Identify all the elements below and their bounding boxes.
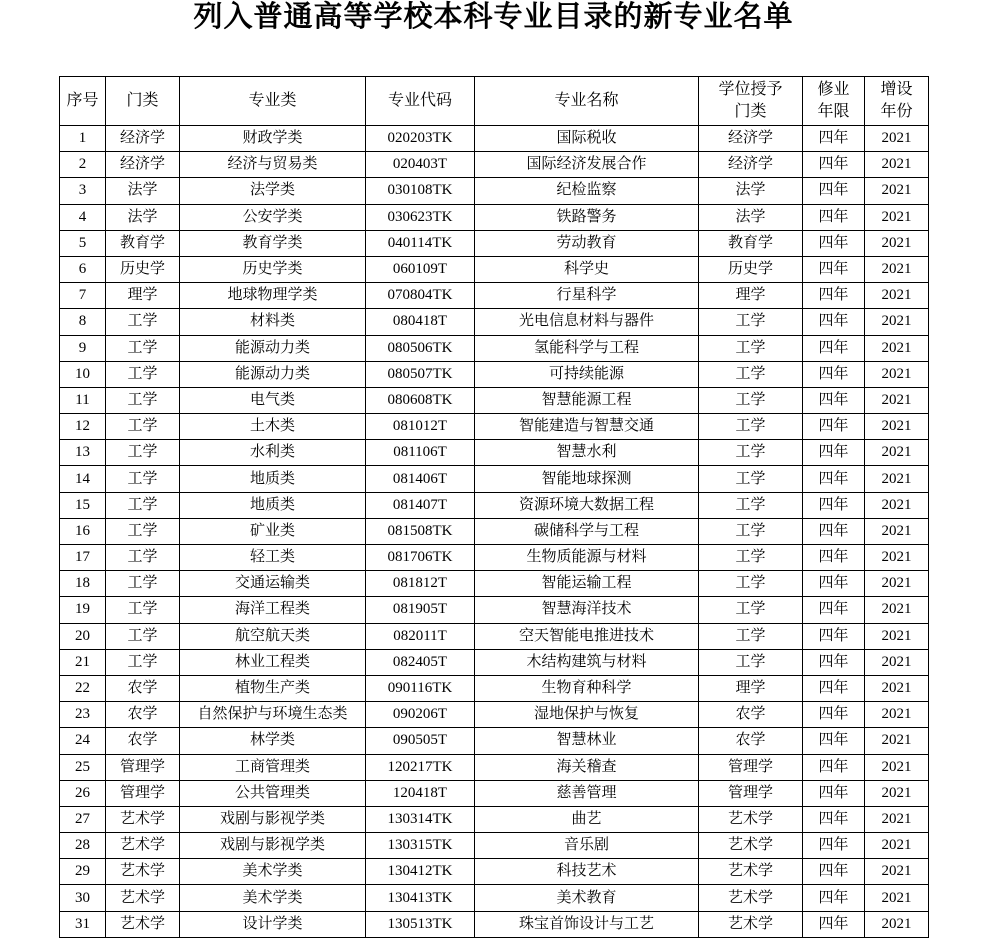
cell-category: 管理学 — [106, 780, 180, 806]
cell-sequence-number: 23 — [60, 702, 106, 728]
cell-major-category: 经济与贸易类 — [180, 152, 366, 178]
column-header-major-category: 专业类 — [180, 77, 366, 126]
column-header-degree-line2: 门类 — [734, 103, 767, 120]
cell-study-years: 四年 — [803, 204, 865, 230]
cell-study-years: 四年 — [803, 623, 865, 649]
cell-major-code: 020203TK — [366, 126, 475, 152]
cell-category: 工学 — [106, 649, 180, 675]
cell-added-year: 2021 — [865, 675, 929, 701]
cell-sequence-number: 4 — [60, 204, 106, 230]
table-row — [60, 885, 929, 911]
cell-degree-category: 理学 — [699, 675, 803, 701]
cell-sequence-number: 15 — [60, 492, 106, 518]
cell-sequence-number: 3 — [60, 178, 106, 204]
table-row — [60, 806, 929, 832]
cell-major-category: 矿业类 — [180, 518, 366, 544]
cell-added-year: 2021 — [865, 806, 929, 832]
cell-major-name: 科学史 — [475, 256, 699, 282]
cell-major-name: 国际经济发展合作 — [475, 152, 699, 178]
cell-study-years: 四年 — [803, 440, 865, 466]
table-row — [60, 126, 929, 152]
cell-category: 工学 — [106, 309, 180, 335]
column-header-added — [865, 77, 929, 126]
cell-added-year: 2021 — [865, 414, 929, 440]
cell-sequence-number: 9 — [60, 335, 106, 361]
table-row — [60, 492, 929, 518]
column-header-category: 门类 — [106, 77, 180, 126]
cell-sequence-number: 25 — [60, 754, 106, 780]
cell-major-category: 教育学类 — [180, 230, 366, 256]
cell-major-category: 戏剧与影视学类 — [180, 833, 366, 859]
cell-category: 经济学 — [106, 126, 180, 152]
cell-sequence-number: 11 — [60, 387, 106, 413]
table-row — [60, 597, 929, 623]
column-header-added-line1: 增设 — [880, 81, 913, 98]
table-body — [60, 126, 929, 938]
cell-added-year: 2021 — [865, 728, 929, 754]
cell-added-year: 2021 — [865, 649, 929, 675]
cell-degree-category: 理学 — [699, 283, 803, 309]
table-row — [60, 702, 929, 728]
cell-major-code: 080418T — [366, 309, 475, 335]
cell-study-years: 四年 — [803, 361, 865, 387]
table-row — [60, 623, 929, 649]
cell-study-years: 四年 — [803, 178, 865, 204]
cell-study-years: 四年 — [803, 728, 865, 754]
cell-added-year: 2021 — [865, 178, 929, 204]
cell-major-category: 法学类 — [180, 178, 366, 204]
cell-category: 工学 — [106, 518, 180, 544]
cell-sequence-number: 28 — [60, 833, 106, 859]
table-row — [60, 649, 929, 675]
cell-major-name: 空天智能电推进技术 — [475, 623, 699, 649]
cell-degree-category: 工学 — [699, 545, 803, 571]
cell-sequence-number: 21 — [60, 649, 106, 675]
cell-major-category: 自然保护与环境生态类 — [180, 702, 366, 728]
table-header — [60, 77, 929, 126]
column-header-degree — [699, 77, 803, 126]
cell-category: 艺术学 — [106, 911, 180, 937]
cell-major-name: 可持续能源 — [475, 361, 699, 387]
cell-degree-category: 工学 — [699, 335, 803, 361]
cell-major-name: 智能运输工程 — [475, 571, 699, 597]
cell-category: 工学 — [106, 623, 180, 649]
cell-category: 工学 — [106, 492, 180, 518]
cell-study-years: 四年 — [803, 492, 865, 518]
cell-major-category: 水利类 — [180, 440, 366, 466]
cell-degree-category: 工学 — [699, 518, 803, 544]
cell-major-category: 能源动力类 — [180, 335, 366, 361]
table-row — [60, 911, 929, 937]
cell-major-name: 智慧林业 — [475, 728, 699, 754]
table-header-row — [60, 77, 929, 126]
cell-category: 工学 — [106, 545, 180, 571]
table-row — [60, 518, 929, 544]
cell-major-category: 财政学类 — [180, 126, 366, 152]
cell-major-name: 智慧能源工程 — [475, 387, 699, 413]
cell-major-code: 060109T — [366, 256, 475, 282]
cell-major-category: 材料类 — [180, 309, 366, 335]
cell-added-year: 2021 — [865, 335, 929, 361]
cell-degree-category: 工学 — [699, 440, 803, 466]
cell-degree-category: 艺术学 — [699, 859, 803, 885]
cell-sequence-number: 30 — [60, 885, 106, 911]
table-row — [60, 283, 929, 309]
cell-sequence-number: 14 — [60, 466, 106, 492]
cell-study-years: 四年 — [803, 414, 865, 440]
cell-major-category: 植物生产类 — [180, 675, 366, 701]
cell-major-name: 木结构建筑与材料 — [475, 649, 699, 675]
cell-added-year: 2021 — [865, 518, 929, 544]
cell-major-code: 030623TK — [366, 204, 475, 230]
table-row — [60, 204, 929, 230]
cell-degree-category: 工学 — [699, 361, 803, 387]
cell-major-code: 080608TK — [366, 387, 475, 413]
cell-sequence-number: 24 — [60, 728, 106, 754]
cell-study-years: 四年 — [803, 309, 865, 335]
cell-major-name: 湿地保护与恢复 — [475, 702, 699, 728]
cell-degree-category: 工学 — [699, 414, 803, 440]
cell-sequence-number: 17 — [60, 545, 106, 571]
cell-degree-category: 历史学 — [699, 256, 803, 282]
cell-major-name: 生物质能源与材料 — [475, 545, 699, 571]
cell-degree-category: 工学 — [699, 387, 803, 413]
cell-added-year: 2021 — [865, 492, 929, 518]
cell-category: 法学 — [106, 204, 180, 230]
cell-study-years: 四年 — [803, 833, 865, 859]
cell-added-year: 2021 — [865, 545, 929, 571]
cell-sequence-number: 29 — [60, 859, 106, 885]
cell-sequence-number: 8 — [60, 309, 106, 335]
table-row — [60, 545, 929, 571]
cell-category: 农学 — [106, 702, 180, 728]
cell-added-year: 2021 — [865, 597, 929, 623]
cell-major-category: 海洋工程类 — [180, 597, 366, 623]
cell-study-years: 四年 — [803, 597, 865, 623]
cell-added-year: 2021 — [865, 885, 929, 911]
cell-added-year: 2021 — [865, 230, 929, 256]
cell-degree-category: 艺术学 — [699, 833, 803, 859]
table-row — [60, 361, 929, 387]
cell-major-category: 工商管理类 — [180, 754, 366, 780]
cell-major-name: 科技艺术 — [475, 859, 699, 885]
cell-major-code: 090116TK — [366, 675, 475, 701]
cell-major-code: 130513TK — [366, 911, 475, 937]
cell-degree-category: 艺术学 — [699, 806, 803, 832]
new-majors-table — [59, 76, 929, 938]
cell-major-category: 电气类 — [180, 387, 366, 413]
cell-sequence-number: 2 — [60, 152, 106, 178]
cell-sequence-number: 31 — [60, 911, 106, 937]
cell-added-year: 2021 — [865, 387, 929, 413]
table-row — [60, 414, 929, 440]
cell-study-years: 四年 — [803, 256, 865, 282]
cell-degree-category: 艺术学 — [699, 911, 803, 937]
cell-major-code: 130412TK — [366, 859, 475, 885]
cell-sequence-number: 13 — [60, 440, 106, 466]
cell-degree-category: 经济学 — [699, 152, 803, 178]
table-row — [60, 230, 929, 256]
cell-degree-category: 工学 — [699, 309, 803, 335]
cell-major-name: 国际税收 — [475, 126, 699, 152]
cell-sequence-number: 12 — [60, 414, 106, 440]
cell-added-year: 2021 — [865, 911, 929, 937]
cell-degree-category: 管理学 — [699, 780, 803, 806]
table-row — [60, 754, 929, 780]
cell-major-category: 土木类 — [180, 414, 366, 440]
cell-major-category: 历史学类 — [180, 256, 366, 282]
cell-study-years: 四年 — [803, 754, 865, 780]
cell-study-years: 四年 — [803, 230, 865, 256]
cell-major-code: 090505T — [366, 728, 475, 754]
cell-major-name: 慈善管理 — [475, 780, 699, 806]
cell-degree-category: 法学 — [699, 178, 803, 204]
cell-major-name: 海关稽查 — [475, 754, 699, 780]
cell-study-years: 四年 — [803, 387, 865, 413]
cell-degree-category: 教育学 — [699, 230, 803, 256]
cell-sequence-number: 7 — [60, 283, 106, 309]
cell-sequence-number: 10 — [60, 361, 106, 387]
cell-major-code: 080507TK — [366, 361, 475, 387]
cell-added-year: 2021 — [865, 702, 929, 728]
cell-category: 管理学 — [106, 754, 180, 780]
cell-major-code: 081905T — [366, 597, 475, 623]
table-row — [60, 675, 929, 701]
table-row — [60, 833, 929, 859]
cell-category: 艺术学 — [106, 806, 180, 832]
cell-major-category: 设计学类 — [180, 911, 366, 937]
cell-study-years: 四年 — [803, 335, 865, 361]
cell-major-code: 120418T — [366, 780, 475, 806]
cell-category: 历史学 — [106, 256, 180, 282]
cell-major-name: 美术教育 — [475, 885, 699, 911]
cell-major-name: 智慧水利 — [475, 440, 699, 466]
cell-sequence-number: 26 — [60, 780, 106, 806]
cell-category: 工学 — [106, 414, 180, 440]
cell-major-code: 082011T — [366, 623, 475, 649]
cell-major-code: 120217TK — [366, 754, 475, 780]
cell-study-years: 四年 — [803, 649, 865, 675]
column-header-seq: 序号 — [60, 77, 106, 126]
cell-study-years: 四年 — [803, 283, 865, 309]
cell-major-name: 劳动教育 — [475, 230, 699, 256]
cell-category: 工学 — [106, 571, 180, 597]
table-row — [60, 440, 929, 466]
cell-major-category: 林业工程类 — [180, 649, 366, 675]
table-row — [60, 309, 929, 335]
cell-category: 工学 — [106, 466, 180, 492]
cell-major-code: 040114TK — [366, 230, 475, 256]
cell-major-category: 地质类 — [180, 492, 366, 518]
cell-major-code: 090206T — [366, 702, 475, 728]
cell-added-year: 2021 — [865, 754, 929, 780]
cell-degree-category: 经济学 — [699, 126, 803, 152]
cell-category: 工学 — [106, 440, 180, 466]
cell-sequence-number: 27 — [60, 806, 106, 832]
cell-major-code: 130413TK — [366, 885, 475, 911]
cell-degree-category: 工学 — [699, 649, 803, 675]
table-container — [59, 76, 928, 938]
cell-major-name: 资源环境大数据工程 — [475, 492, 699, 518]
cell-major-category: 公安学类 — [180, 204, 366, 230]
cell-study-years: 四年 — [803, 545, 865, 571]
cell-category: 农学 — [106, 728, 180, 754]
cell-added-year: 2021 — [865, 780, 929, 806]
cell-major-category: 公共管理类 — [180, 780, 366, 806]
cell-sequence-number: 19 — [60, 597, 106, 623]
cell-major-code: 081012T — [366, 414, 475, 440]
table-row — [60, 728, 929, 754]
cell-major-code: 081106T — [366, 440, 475, 466]
column-header-code: 专业代码 — [366, 77, 475, 126]
cell-category: 工学 — [106, 361, 180, 387]
column-header-degree-line1: 学位授予 — [718, 81, 783, 98]
cell-study-years: 四年 — [803, 911, 865, 937]
cell-sequence-number: 18 — [60, 571, 106, 597]
cell-added-year: 2021 — [865, 283, 929, 309]
cell-major-category: 航空航天类 — [180, 623, 366, 649]
cell-study-years: 四年 — [803, 702, 865, 728]
cell-major-code: 082405T — [366, 649, 475, 675]
cell-major-code: 030108TK — [366, 178, 475, 204]
table-row — [60, 571, 929, 597]
cell-study-years: 四年 — [803, 571, 865, 597]
cell-category: 工学 — [106, 597, 180, 623]
cell-major-name: 智能地球探测 — [475, 466, 699, 492]
cell-degree-category: 管理学 — [699, 754, 803, 780]
cell-major-name: 生物育种科学 — [475, 675, 699, 701]
cell-major-category: 能源动力类 — [180, 361, 366, 387]
cell-category: 艺术学 — [106, 885, 180, 911]
cell-category: 经济学 — [106, 152, 180, 178]
cell-added-year: 2021 — [865, 361, 929, 387]
cell-study-years: 四年 — [803, 152, 865, 178]
cell-degree-category: 农学 — [699, 702, 803, 728]
cell-category: 艺术学 — [106, 833, 180, 859]
table-row — [60, 335, 929, 361]
cell-major-category: 美术学类 — [180, 859, 366, 885]
cell-degree-category: 农学 — [699, 728, 803, 754]
column-header-years — [803, 77, 865, 126]
cell-major-code: 130315TK — [366, 833, 475, 859]
cell-major-code: 081407T — [366, 492, 475, 518]
table-row — [60, 780, 929, 806]
cell-category: 法学 — [106, 178, 180, 204]
cell-study-years: 四年 — [803, 885, 865, 911]
cell-major-name: 智慧海洋技术 — [475, 597, 699, 623]
cell-major-name: 行星科学 — [475, 283, 699, 309]
column-header-name: 专业名称 — [475, 77, 699, 126]
cell-major-name: 氢能科学与工程 — [475, 335, 699, 361]
cell-category: 教育学 — [106, 230, 180, 256]
column-header-years-line2: 年限 — [817, 103, 850, 120]
cell-major-name: 铁路警务 — [475, 204, 699, 230]
cell-category: 工学 — [106, 335, 180, 361]
cell-study-years: 四年 — [803, 518, 865, 544]
cell-major-code: 081406T — [366, 466, 475, 492]
table-row — [60, 152, 929, 178]
cell-added-year: 2021 — [865, 571, 929, 597]
cell-major-category: 林学类 — [180, 728, 366, 754]
cell-added-year: 2021 — [865, 309, 929, 335]
cell-category: 工学 — [106, 387, 180, 413]
cell-added-year: 2021 — [865, 126, 929, 152]
cell-degree-category: 工学 — [699, 466, 803, 492]
cell-sequence-number: 16 — [60, 518, 106, 544]
page-title: 列入普通高等学校本科专业目录的新专业名单 — [193, 1, 794, 33]
cell-sequence-number: 6 — [60, 256, 106, 282]
table-row — [60, 387, 929, 413]
cell-study-years: 四年 — [803, 466, 865, 492]
cell-added-year: 2021 — [865, 204, 929, 230]
cell-major-name: 智能建造与智慧交通 — [475, 414, 699, 440]
cell-degree-category: 工学 — [699, 597, 803, 623]
cell-major-category: 戏剧与影视学类 — [180, 806, 366, 832]
cell-sequence-number: 20 — [60, 623, 106, 649]
cell-major-name: 纪检监察 — [475, 178, 699, 204]
cell-sequence-number: 5 — [60, 230, 106, 256]
cell-degree-category: 工学 — [699, 623, 803, 649]
cell-study-years: 四年 — [803, 806, 865, 832]
column-header-years-line1: 修业 — [817, 81, 850, 98]
cell-study-years: 四年 — [803, 126, 865, 152]
cell-major-category: 地球物理学类 — [180, 283, 366, 309]
cell-added-year: 2021 — [865, 256, 929, 282]
cell-degree-category: 工学 — [699, 571, 803, 597]
cell-major-name: 珠宝首饰设计与工艺 — [475, 911, 699, 937]
cell-category: 农学 — [106, 675, 180, 701]
table-row — [60, 256, 929, 282]
cell-major-name: 音乐剧 — [475, 833, 699, 859]
cell-major-code: 070804TK — [366, 283, 475, 309]
cell-study-years: 四年 — [803, 859, 865, 885]
cell-major-name: 曲艺 — [475, 806, 699, 832]
cell-major-category: 地质类 — [180, 466, 366, 492]
column-header-added-line2: 年份 — [880, 103, 913, 120]
cell-major-code: 081706TK — [366, 545, 475, 571]
table-row — [60, 466, 929, 492]
cell-degree-category: 工学 — [699, 492, 803, 518]
cell-category: 理学 — [106, 283, 180, 309]
cell-sequence-number: 1 — [60, 126, 106, 152]
cell-major-code: 020403T — [366, 152, 475, 178]
cell-major-name: 碳储科学与工程 — [475, 518, 699, 544]
cell-major-code: 081508TK — [366, 518, 475, 544]
cell-added-year: 2021 — [865, 859, 929, 885]
cell-added-year: 2021 — [865, 833, 929, 859]
cell-category: 艺术学 — [106, 859, 180, 885]
cell-degree-category: 艺术学 — [699, 885, 803, 911]
cell-study-years: 四年 — [803, 780, 865, 806]
cell-major-name: 光电信息材料与器件 — [475, 309, 699, 335]
cell-major-category: 美术学类 — [180, 885, 366, 911]
cell-major-code: 130314TK — [366, 806, 475, 832]
cell-study-years: 四年 — [803, 675, 865, 701]
table-row — [60, 859, 929, 885]
cell-major-code: 081812T — [366, 571, 475, 597]
table-row — [60, 178, 929, 204]
cell-major-code: 080506TK — [366, 335, 475, 361]
cell-degree-category: 法学 — [699, 204, 803, 230]
cell-sequence-number: 22 — [60, 675, 106, 701]
cell-added-year: 2021 — [865, 466, 929, 492]
cell-added-year: 2021 — [865, 440, 929, 466]
cell-major-category: 交通运输类 — [180, 571, 366, 597]
cell-added-year: 2021 — [865, 152, 929, 178]
cell-major-category: 轻工类 — [180, 545, 366, 571]
cell-added-year: 2021 — [865, 623, 929, 649]
